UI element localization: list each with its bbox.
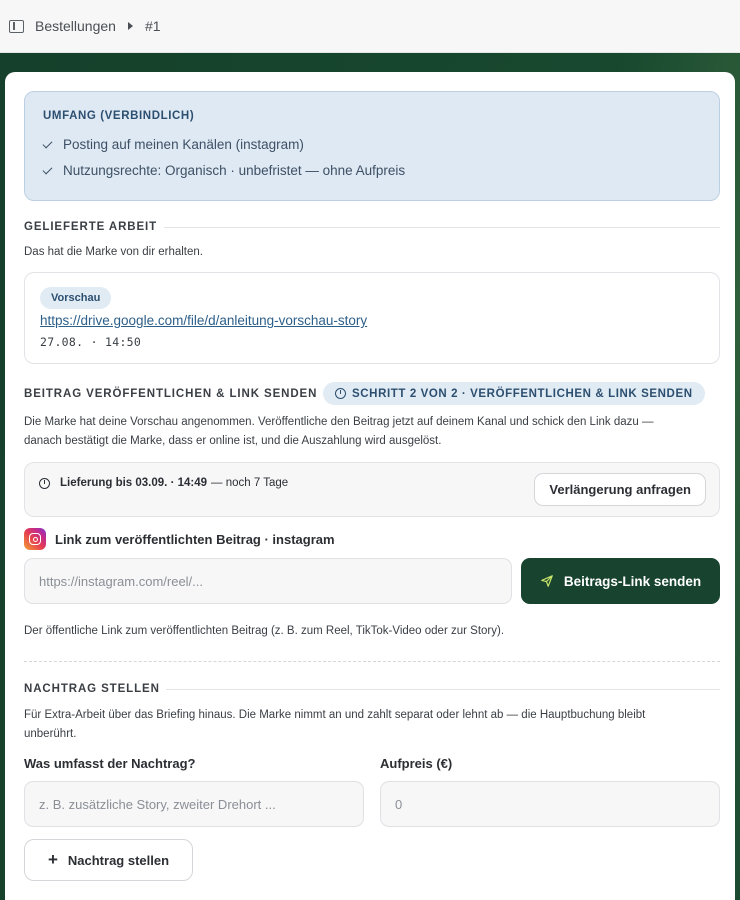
link-label: Link zum veröffentlichten Beitrag · instagram [55,531,335,547]
sidebar-toggle-icon[interactable] [9,20,24,33]
breadcrumb-orders[interactable]: Bestellungen [35,18,116,34]
post-link-input[interactable] [24,558,512,604]
send-icon [540,574,554,588]
clock-icon [335,388,346,399]
addendum-price-input[interactable] [380,781,720,827]
step-badge [323,382,705,405]
scope-item [43,137,304,152]
delivered-description: Das hat die Marke von dir erhalten. [24,246,203,258]
request-extension-button[interactable]: Verlängerung anfragen [534,473,706,506]
scope-item [43,163,405,178]
addendum-scope-label: Was umfasst der Nachtrag? [24,756,196,771]
delivery-link[interactable]: https://drive.google.com/file/d/anleitung-vorschau-story [40,313,368,328]
link-label-row [24,528,335,550]
plus-icon: + [47,850,58,869]
breadcrumb-current: #1 [144,18,161,34]
deadline-remaining: — noch 7 Tage [211,477,289,489]
delivery-card [24,272,720,364]
submit-addendum-label: Nachtrag stellen [67,852,170,868]
check-icon [43,138,53,148]
link-hint: Der öffentliche Link zum veröffentlichten Beitrag (z. B. zum Reel, TikTok-Video oder zur Story). [24,625,505,637]
addendum-heading: NACHTRAG STELLEN [24,683,160,695]
breadcrumb-chevron-icon [128,22,133,30]
deadline-row [39,477,288,489]
publish-heading: BEITRAG VERÖFFENTLICHEN & LINK SENDEN [24,388,318,400]
delivery-timestamp: 27.08. · 14:50 [40,335,142,349]
preview-badge: Vorschau [40,287,111,309]
scope-box [24,91,720,201]
scope-item-label: Nutzungsrechte: Organisch · unbefristet — ohne Aufpreis [63,163,406,178]
deadline-date: Lieferung bis 03.09. · 14:49 [60,477,208,489]
addendum-scope-input[interactable] [24,781,364,827]
scope-title: UMFANG (VERBINDLICH) [43,110,195,122]
submit-addendum-button[interactable] [24,839,193,881]
dashed-divider [24,661,720,662]
publish-description-2: danach bestätigt die Marke, dass er online ist, und die Auszahlung wird ausgelöst. [24,435,442,447]
divider [164,227,720,228]
send-button-label: Beitrags-Link senden [563,573,702,589]
delivered-heading: GELIEFERTE ARBEIT [24,221,158,233]
instagram-icon [24,528,46,550]
addendum-price-label: Aufpreis (€) [380,756,453,771]
send-post-link-button[interactable] [521,558,720,604]
deadline-card [24,462,720,517]
divider [166,689,720,690]
publish-description-1: Die Marke hat deine Vorschau angenommen. Veröffentliche den Beitrag jetzt auf deinem Kanal und schick den Link dazu — [24,416,654,428]
step-label: SCHRITT 2 VON 2 · VERÖFFENTLICHEN & LINK SENDEN [352,387,693,400]
check-icon [43,164,53,174]
top-bar [0,0,740,53]
addendum-description-2: unberührt. [24,728,77,740]
addendum-description-1: Für Extra-Arbeit über das Briefing hinaus. Die Marke nimmt an und zahlt separat oder lehnt ab — die Hauptbuchung bleibt [24,709,646,721]
clock-icon [39,478,50,489]
scope-item-label: Posting auf meinen Kanälen (instagram) [63,137,304,152]
